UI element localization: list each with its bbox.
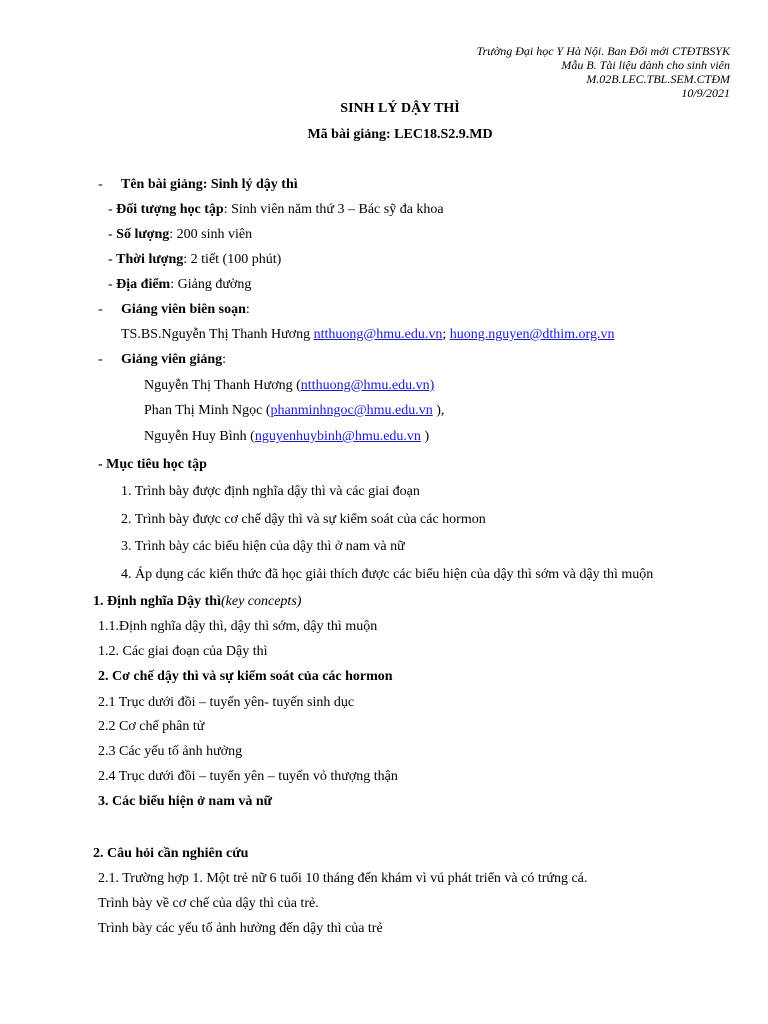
section-3-heading: 3. Các biểu hiện ở nam và nữ	[98, 794, 273, 809]
lecturer-name: Nguyễn Huy Bình (	[144, 429, 255, 444]
objective-item: 2. Trình bày được cơ chế dậy thì và sự kiểm soát của các hormon	[121, 512, 486, 527]
author-email-link-2[interactable]: huong.nguyen@dthim.org.vn	[449, 327, 615, 342]
lecturer-heading	[121, 351, 226, 369]
section-1-heading	[93, 593, 301, 611]
lecturer-line	[144, 377, 434, 395]
duration-line	[108, 251, 281, 269]
location-line	[108, 276, 251, 294]
lecture-name: Tên bài giảng: Sinh lý dậy thì	[121, 177, 298, 192]
bullet: -	[108, 252, 113, 267]
location-value: : Giảng đường	[170, 277, 252, 292]
lecturer-name: Nguyễn Thị Thanh Hương (	[144, 378, 301, 393]
objective-item: 4. Áp dụng các kiến thức đã học giải thích được các biểu hiện của dậy thì sớm và dậy thì muộn	[121, 567, 654, 582]
bullet: -	[108, 227, 113, 242]
document-title: SINH LÝ DẬY THÌ	[340, 101, 460, 116]
header-code: M.02B.LEC.TBL.SEM.CTĐM	[586, 72, 730, 86]
lecturer-name: Phan Thị Minh Ngọc (	[144, 403, 271, 418]
author-email-link-1[interactable]: ntthuong@hmu.edu.vn	[313, 327, 443, 342]
author-label: Giảng viên biên soạn	[121, 302, 246, 317]
lecturer-suffix: ),	[432, 403, 445, 418]
header-date: 10/9/2021	[681, 86, 730, 100]
author-heading	[121, 301, 250, 319]
lecturer-colon: :	[222, 352, 227, 367]
question-item: Trình bày các yếu tố ảnh hưởng đến dậy thì của trẻ	[98, 921, 383, 936]
lecturer-line	[144, 428, 429, 446]
section-2-item: 2.2 Cơ chế phân tử	[98, 719, 205, 734]
lecture-code: Mã bài giảng: LEC18.S2.9.MD	[307, 127, 493, 142]
author-separator: ;	[442, 327, 450, 342]
header-institution: Trường Đại học Y Hà Nội. Ban Đổi mới CTĐTBSYK	[476, 44, 730, 58]
bullet: -	[108, 277, 113, 292]
lecturer-email-link[interactable]: phanminhngoc@hmu.edu.vn	[270, 403, 433, 418]
count-line	[108, 226, 252, 244]
header-form: Mẫu B. Tài liệu dành cho sinh viên	[561, 58, 730, 72]
bullet: -	[98, 177, 103, 192]
question-item: 2.1. Trường hợp 1. Một trẻ nữ 6 tuổi 10 tháng đến khám vì vú phát triển và có trứng cá.	[98, 871, 588, 886]
section-2-item: 2.3 Các yếu tố ảnh hưởng	[98, 744, 243, 759]
duration-label: Thời lượng	[116, 252, 184, 267]
duration-value: : 2 tiết (100 phút)	[183, 252, 282, 267]
question-item: Trình bày về cơ chế của dậy thì của trẻ.	[98, 896, 319, 911]
count-label: Số lượng	[116, 227, 170, 242]
author-colon: :	[245, 302, 250, 317]
bullet: -	[98, 352, 103, 367]
lecturer-email-link[interactable]: ntthuong@hmu.edu.vn)	[300, 378, 435, 393]
section-2-heading: 2. Cơ chế dậy thì và sự kiểm soát của các hormon	[98, 669, 393, 684]
section-2-item: 2.1 Trục dưới đồi – tuyến yên- tuyến sinh dục	[98, 695, 355, 710]
lecturer-line	[144, 402, 444, 420]
count-value: : 200 sinh viên	[169, 227, 253, 242]
author-name: TS.BS.Nguyễn Thị Thanh Hương	[121, 327, 314, 342]
audience-label: Đối tượng học tập	[116, 202, 224, 217]
author-line	[121, 326, 614, 344]
section-1-title: 1. Định nghĩa Dậy thì	[93, 594, 221, 609]
lecturer-suffix: )	[420, 429, 430, 444]
questions-heading: 2. Câu hỏi cần nghiên cứu	[93, 846, 249, 861]
audience-value: : Sinh viên năm thứ 3 – Bác sỹ đa khoa	[223, 202, 444, 217]
bullet: -	[98, 302, 103, 317]
section-2-item: 2.4 Trục dưới đồi – tuyến yên – tuyến vỏ thượng thận	[98, 769, 398, 784]
lecturer-email-link[interactable]: nguyenhuybinh@hmu.edu.vn	[254, 429, 421, 444]
section-1-subtitle: (key concepts)	[220, 594, 302, 609]
location-label: Địa điểm	[116, 277, 171, 292]
lecturer-label: Giảng viên giảng	[121, 352, 223, 367]
section-1-item: 1.2. Các giai đoạn của Dậy thì	[98, 644, 268, 659]
objectives-heading: - Mục tiêu học tập	[98, 457, 207, 472]
objective-item: 3. Trình bày các biểu hiện của dậy thì ở nam và nữ	[121, 539, 405, 554]
section-1-item: 1.1.Định nghĩa dậy thì, dậy thì sớm, dậy thì muộn	[98, 619, 378, 634]
objective-item: 1. Trình bày được định nghĩa dậy thì và các giai đoạn	[121, 484, 420, 499]
audience-line	[108, 201, 444, 219]
bullet: -	[108, 202, 113, 217]
